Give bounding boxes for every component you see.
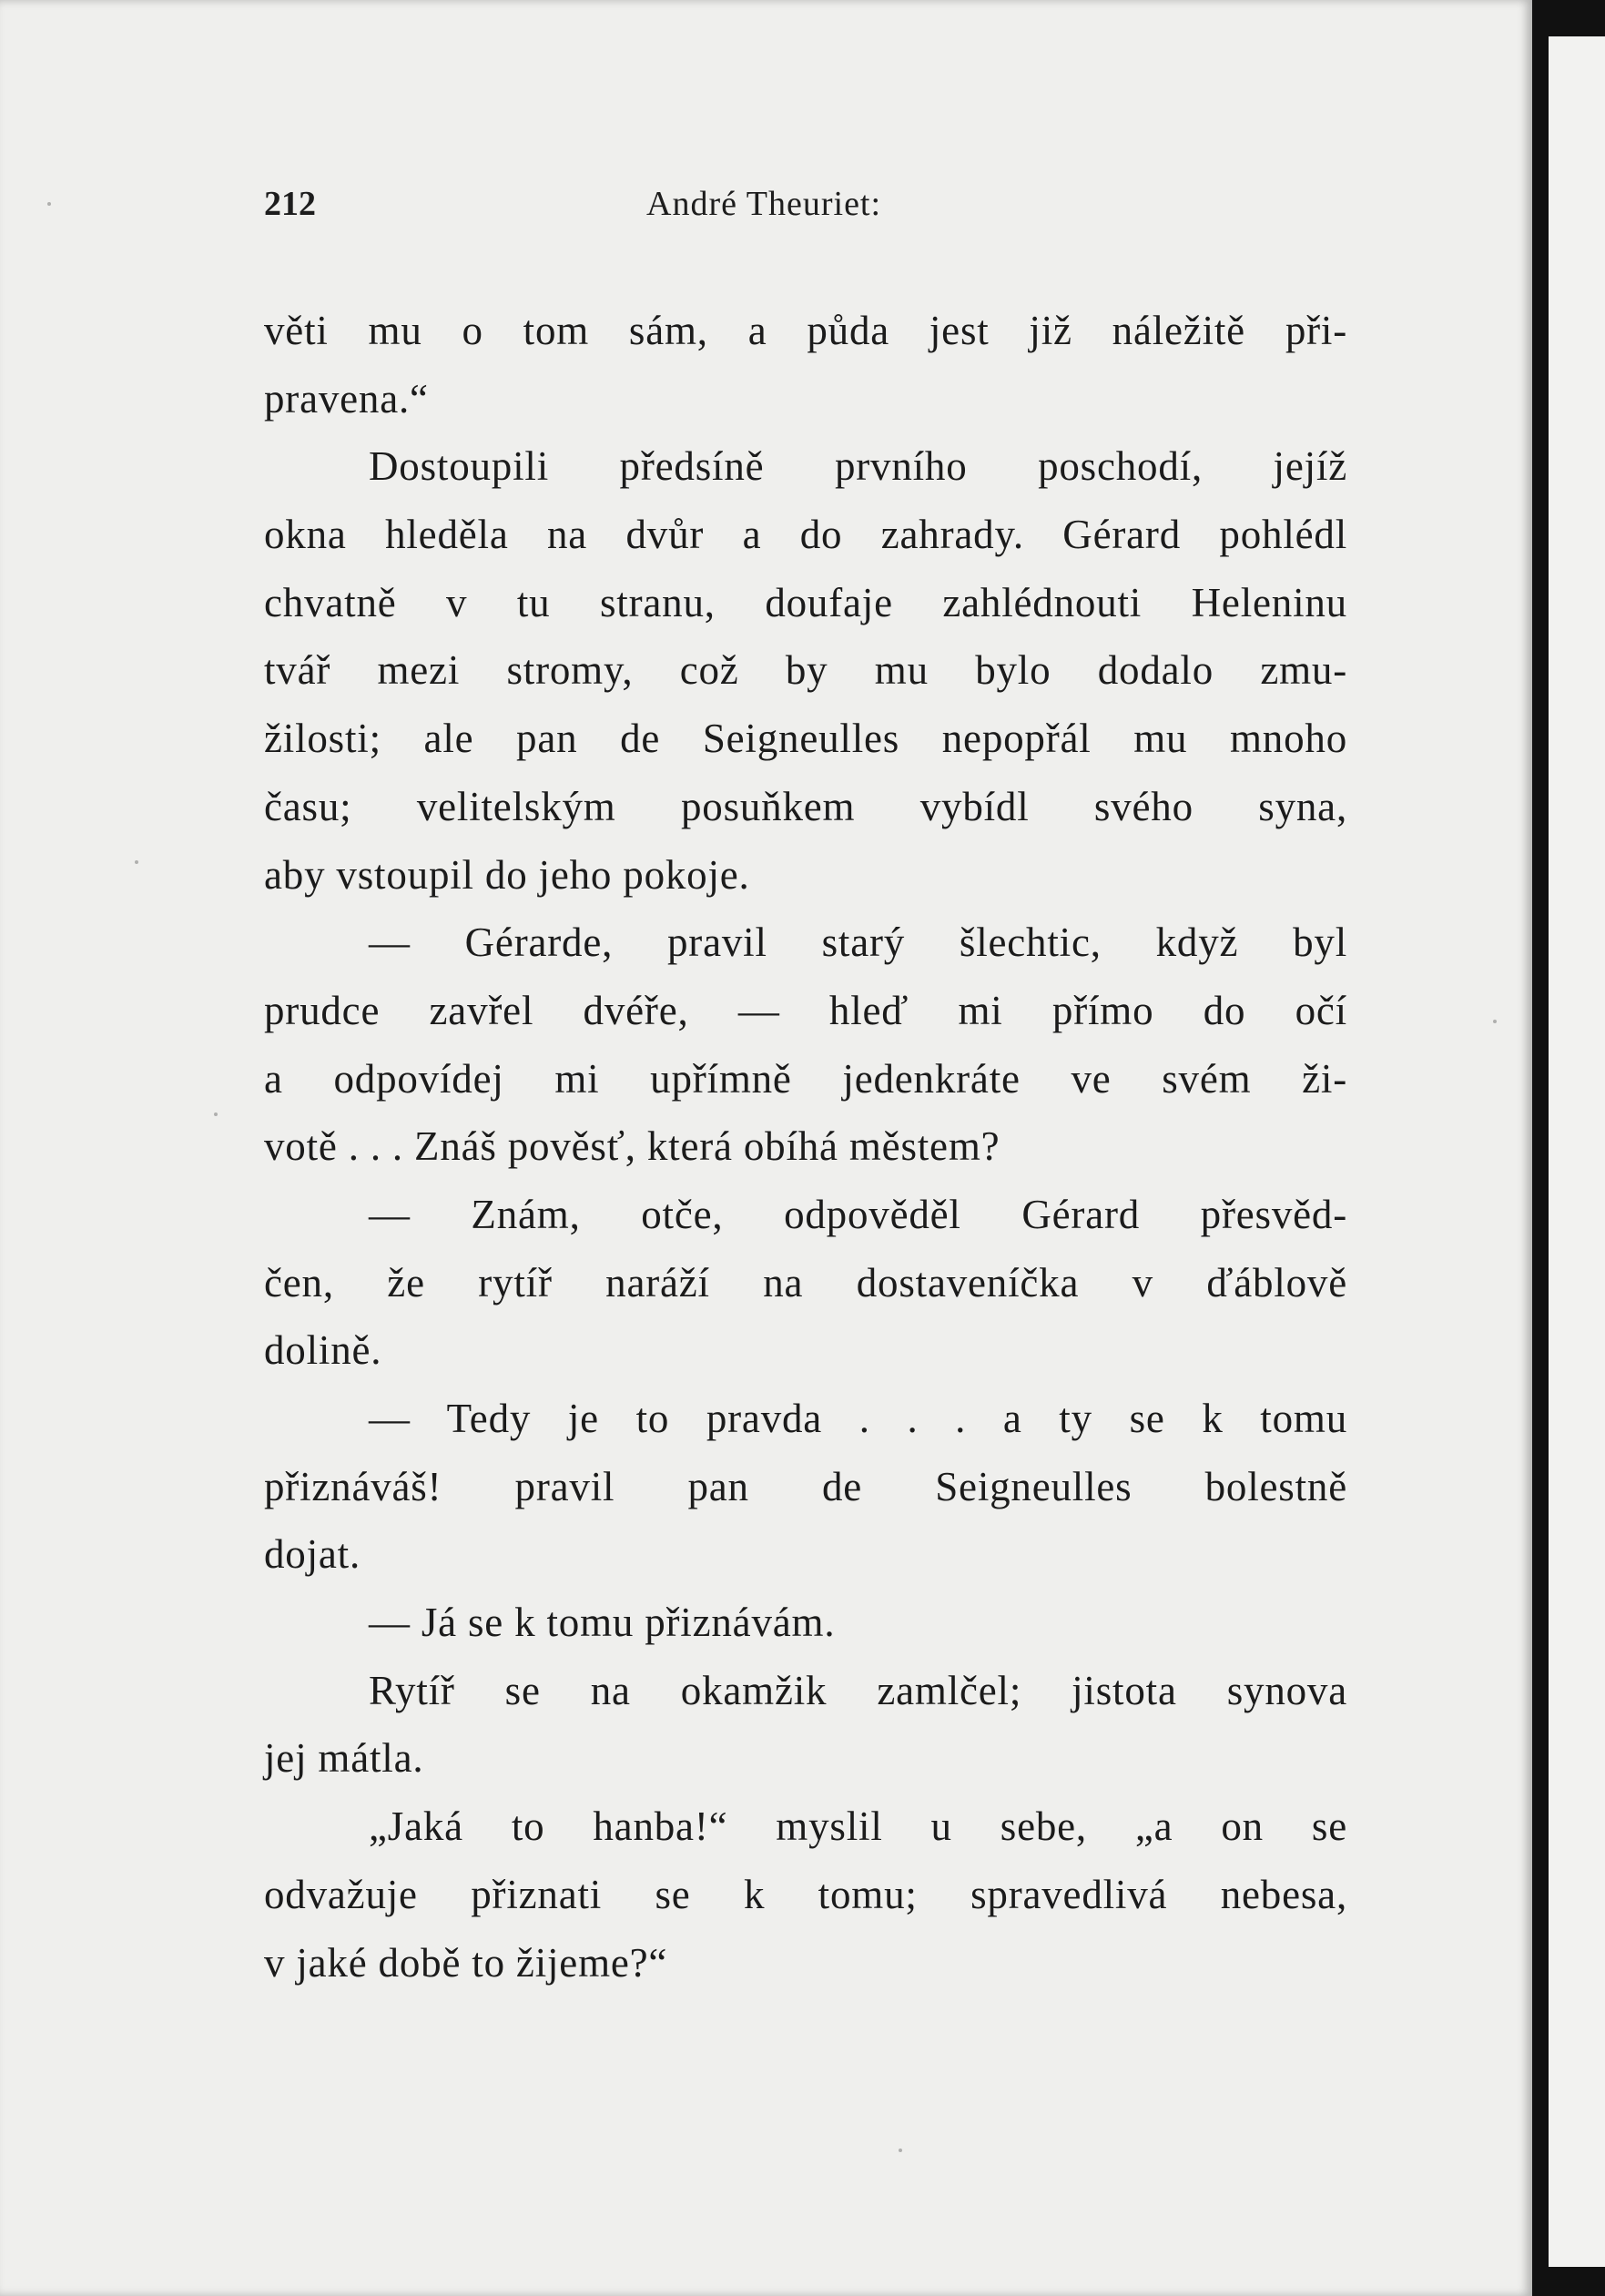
text-line: — Já se k tomu přiznávám. (369, 1600, 836, 1646)
text-line: času; velitelským posuňkem vybídl svého syna, (264, 783, 1347, 829)
text-line: dojat. (264, 1531, 361, 1578)
paper-speck (1493, 1020, 1497, 1023)
text-line: a odpovídej mi upřímně jedenkráte ve svém ži- (264, 1055, 1347, 1102)
text-line: votě . . . Znáš pověsť, která obíhá městem? (264, 1123, 1001, 1170)
text-line: tvář mezi stromy, což by mu bylo dodalo zmu- (264, 647, 1347, 694)
text-line: jej mátla. (264, 1735, 424, 1782)
text-line: Rytíř se na okamžik zamlčel; jistota synova (369, 1667, 1347, 1713)
text-line: v jaké době to žijeme?“ (264, 1939, 668, 1986)
text-line: pravena.“ (264, 375, 429, 422)
text-line: věti mu o tom sám, a půda jest již náležitě při- (264, 308, 1347, 353)
text-line: dolině. (264, 1327, 382, 1374)
text-line: okna hleděla na dvůr a do zahrady. Gérard pohlédl (264, 512, 1347, 558)
paper-speck (214, 1112, 218, 1116)
page-number: 212 (264, 185, 316, 223)
text-line: Dostoupili předsíně prvního poschodí, jejíž (369, 443, 1347, 490)
text-line: žilosti; ale pan de Seigneulles nepopřál mu mnoho (264, 716, 1347, 762)
text-line: čen, že rytíř naráží na dostaveníčka v ďáblově (264, 1259, 1347, 1305)
text-line: aby vstoupil do jeho pokoje. (264, 851, 750, 898)
text-line: prudce zavřel dvéře, — hleď mi přímo do očí (264, 987, 1347, 1033)
text-line: — Tedy je to pravda . . . a ty se k tomu (369, 1396, 1347, 1441)
body-text (264, 297, 1347, 1996)
paper-speck (899, 2149, 902, 2152)
text-line: — Znám, otče, odpověděl Gérard přesvěd- (369, 1191, 1347, 1237)
text-line: chvatně v tu stranu, doufaje zahlédnouti Heleninu (264, 579, 1347, 625)
running-head: André Theuriet: (646, 185, 882, 223)
page-header (264, 184, 947, 229)
text-line: odvažuje přiznati se k tomu; spravedlivá nebesa, (264, 1871, 1347, 1917)
paper-speck (47, 202, 51, 206)
paper-speck (135, 860, 138, 864)
text-line: „Jaká to hanba!“ myslil u sebe, „a on se (369, 1803, 1347, 1850)
text-line: — Gérarde, pravil starý šlechtic, když byl (369, 919, 1347, 966)
text-line: přiznáváš! pravil pan de Seigneulles bolestně (264, 1463, 1347, 1509)
adjacent-page-edge (1532, 0, 1605, 2296)
